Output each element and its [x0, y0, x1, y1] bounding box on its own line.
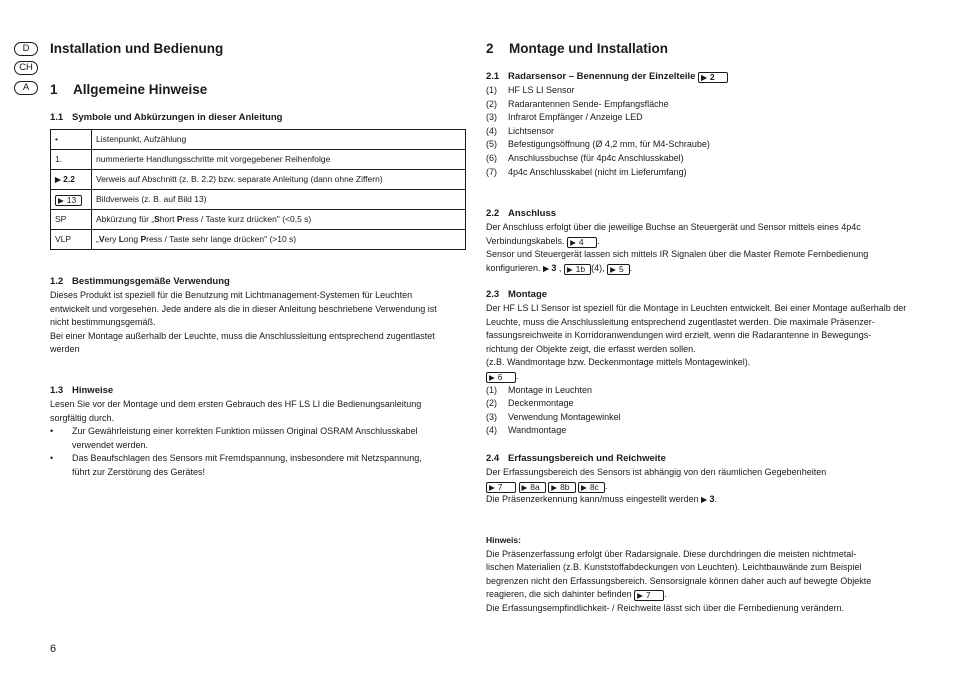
list-item: • Zur Gewährleistung einer korrekten Funktion müssen Original OSRAM Anschlusskabel verwendet werden.: [50, 426, 418, 450]
lang-tag-a: A: [14, 81, 38, 95]
table-row: [51, 230, 466, 250]
section-1-3-heading: 1.3 Hinweise: [50, 385, 114, 396]
arrow-right-icon: ▶: [610, 264, 616, 274]
arrow-right-icon: ▶: [551, 482, 558, 492]
section-2-3-body: Der HF LS LI Sensor ist speziell für die Montage in Leuchten entwickelt. Bei einer Montage außerhalb der Leuchte, muss die Anschlussleitung entsprechend zugentlastet werden. Die maximale Präsenzer- fassungsreichweite in Korridoranwendungen wird erzielt, wenn die Radarantenne in Bewegungs- richtung der Objekte zeigt, die erfasst werden sollen. (z.B. Wandmontage bzw. Deckenmontage mittels Montagewinkel). ▶ 6 . (1) Montage in Leuchten (2) Deckenmontage (3) Verwendung Montagewinkel (4) Wandmontage: [486, 302, 906, 438]
lang-tag-ch: CH: [14, 61, 38, 75]
list-item: (4) Wandmontage: [486, 425, 567, 436]
list-item: (2) Deckenmontage: [486, 398, 574, 409]
section-1-2-heading: 1.2 Bestimmungsgemäße Verwendung: [50, 276, 230, 287]
arrow-right-icon: ▶: [489, 482, 495, 492]
arrow-right-icon: ▶: [581, 482, 587, 492]
lang-tag-d: D: [14, 42, 38, 56]
arrow-right-icon: ▶: [701, 495, 707, 505]
section-1-heading: 1 Allgemeine Hinweise: [50, 82, 208, 97]
list-item: (2) Radarantennen Sende- Empfangsfläche: [486, 98, 669, 109]
list-item: (7) 4p4c Anschlusskabel (nicht im Lieferumfang): [486, 166, 687, 177]
list-item: (1) Montage in Leuchten: [486, 384, 593, 395]
list-item: (1) HF LS LI Sensor: [486, 85, 575, 95]
section-1-2-body: Dieses Produkt ist speziell für die Benutzung mit Lichtmanagement-Systemen für Leuchten entwickelt und vorgesehen. Jede andere als die in dieser Anleitung beschriebene Verwendung ist nicht bestimmungsgemäß. Bei einer Montage außerhalb der Leuchte, muss die Anschlussleitung entsprechend zugentlastet werden: [50, 290, 437, 355]
list-item: • Das Beaufschlagen des Sensors mit Fremdspannung, insbesondere mit Netzspannung, führt zur Zerstörung des Gerätes!: [50, 453, 422, 477]
section-2-4-body: Der Erfassungsbereich des Sensors ist abhängig von den räumlichen Gegebenheiten ▶ 7 ▶ 8a ▶ 8b ▶ 8c . Die Präsenzerkennung kann/muss eingestellt werden ▶ 3.: [486, 467, 827, 505]
figure-ref-badge: ▶ 2: [698, 72, 728, 83]
arrow-right-icon: ▶: [521, 482, 528, 492]
symbol-desc: nummerierte Handlungsschritte mit vorgegebener Reihenfolge: [92, 150, 466, 170]
symbol-desc: Abkürzung für „Short Press / Taste kurz drücken" (<0,5 s): [92, 210, 466, 230]
symbol-desc: Listenpunkt, Aufzählung: [92, 130, 466, 150]
section-2-2-heading: 2.2 Anschluss: [486, 208, 557, 219]
main-title: Installation und Bedienung: [50, 41, 224, 56]
list-item: (4) Lichtsensor: [486, 125, 555, 136]
arrow-right-icon: ▶: [637, 591, 643, 601]
arrow-right-icon: ▶: [566, 264, 573, 274]
symbol-key: 1.: [51, 150, 92, 170]
bullet-icon: •: [50, 426, 54, 437]
figure-ref-badge: ▶ 6: [486, 372, 516, 383]
list-item: (3) Verwendung Montagewinkel: [486, 411, 621, 422]
arrow-right-icon: ▶: [489, 372, 495, 382]
table-row: [51, 150, 466, 170]
arrow-right-icon: ▶: [58, 195, 64, 205]
table-row: [51, 210, 466, 230]
figure-ref-badge: ▶ 7: [634, 590, 664, 601]
symbol-key: ▶ 2.2: [51, 170, 92, 190]
figure-ref-badge: ▶ 8a: [519, 482, 546, 493]
symbol-key: VLP: [51, 230, 92, 250]
symbols-table: [50, 129, 466, 250]
table-row: [51, 130, 466, 150]
figure-ref-badge: ▶ 8c: [578, 482, 605, 493]
list-item: (3) Infrarot Empfänger / Anzeige LED: [486, 112, 643, 123]
section-2-1-heading: 2.1 Radarsensor – Benennung der Einzelteile ▶ 2: [486, 71, 728, 83]
figure-ref-badge: ▶ 5: [607, 264, 630, 275]
symbol-desc: Verweis auf Abschnitt (z. B. 2.2) bzw. separate Anleitung (dann ohne Ziffern): [92, 170, 466, 190]
section-1-3-body: Lesen Sie vor der Montage und dem ersten Gebrauch des HF LS LI die Bedienungsanleitung sorgfältig durch. • Zur Gewährleistung einer korrekten Funktion müssen Original OSRAM Anschlusskabel verwendet werden. • Das Beaufschlagen des Sensors mit Fremdspannung, insbesondere mit Netzspannung, führt zur Zerstörung des Gerätes!: [50, 398, 466, 480]
arrow-right-icon: ▶: [543, 263, 549, 273]
note-title: Hinweis:: [486, 535, 521, 545]
parts-list: [486, 84, 710, 179]
list-item: (5) Befestigungsöffnung (Ø 4,2 mm, für M4-Schraube): [486, 139, 710, 150]
figure-ref-badge: ▶ 8b: [548, 482, 575, 493]
section-1-1-heading: 1.1 Symbole und Abkürzungen in dieser Anleitung: [50, 112, 283, 123]
section-2-2-body: Der Anschluss erfolgt über die jeweilige Buchse an Steuergerät und Sensor mittels eines 4p4c Verbindungskabels. ▶ 4 . Sensor und Steuergerät lassen sich mittels IR Signalen über die Master Remote Fernbedienung konfigurieren. ▶ 3 , ▶ 1b (4), ▶ 5 .: [486, 222, 869, 274]
table-row: [51, 190, 466, 210]
arrow-right-icon: ▶: [701, 73, 707, 82]
figure-ref-badge: ▶ 13: [55, 195, 82, 206]
symbol-desc: Bildverweis (z. B. auf Bild 13): [92, 190, 466, 210]
arrow-right-icon: ▶: [55, 174, 61, 184]
bullet-icon: •: [50, 453, 54, 464]
arrow-right-icon: ▶: [570, 237, 576, 247]
figure-ref-badge: ▶ 7: [486, 482, 516, 493]
section-2-heading: 2 Montage und Installation: [486, 41, 668, 56]
page-number: 6: [50, 643, 57, 655]
note-box: Hinweis: Die Präsenzerfassung erfolgt über Radarsignale. Diese durchdringen die meisten nichtmetal- lischen Materialien (z.B. Kunststoffabdeckungen von Leuchten). Leichtbauwände zum Beispiel begrenzen nicht den Erfassungsbereich. Sensorsignale können daher auch auf bewegte Objekte reagieren, die sich dahinter befinden ▶ 7 . Die Erfassungsempfindlichkeit- / Reichweite lässt sich über die Fernbedienung verändern.: [486, 535, 872, 613]
table-row: [51, 170, 466, 190]
list-item: (6) Anschlussbuchse (für 4p4c Anschlusskabel): [486, 152, 684, 163]
section-2-4-heading: 2.4 Erfassungsbereich und Reichweite: [486, 453, 666, 464]
symbol-key: SP: [51, 210, 92, 230]
section-2-3-heading: 2.3 Montage: [486, 289, 548, 300]
figure-ref-badge: ▶ 4: [567, 237, 597, 248]
symbol-key: •: [51, 130, 92, 150]
symbol-key: [51, 190, 92, 210]
symbol-desc: „Very Long Press / Taste sehr lange drücken" (>10 s): [92, 230, 466, 250]
figure-ref-badge: ▶ 1b: [564, 264, 591, 275]
